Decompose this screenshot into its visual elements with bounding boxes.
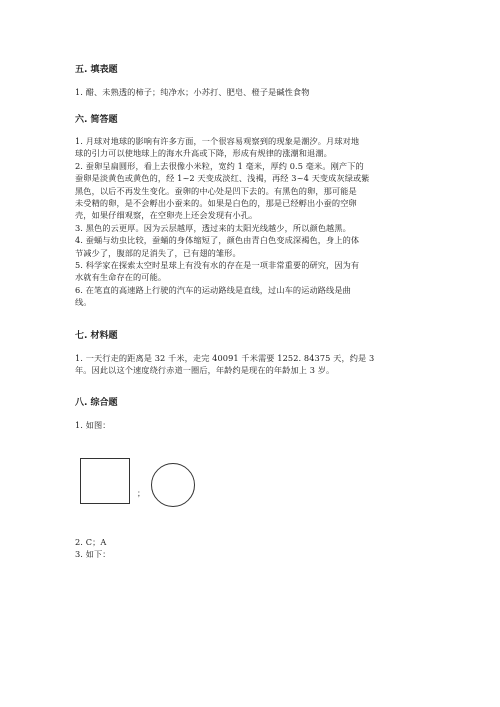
answer-line: 线。 — [75, 297, 92, 308]
section-7-title: 七. 材料题 — [75, 331, 118, 341]
section-8-q1: 1. 如图： — [75, 420, 111, 430]
section-6-title: 六. 简答题 — [75, 115, 118, 125]
section-8-q2-q3 — [75, 536, 425, 561]
answer-line: 5. 科学家在探索太空时星球上有没有水的存在是一项非常重要的研究，因为有 — [75, 260, 360, 271]
section-5-body — [75, 86, 425, 98]
answer-line: 3. 如下： — [75, 549, 111, 560]
section-5-title: 五. 填表题 — [75, 65, 118, 75]
answer-line: 2. 蚕卵呈扁圆形，看上去很像小米粒，宽约 1 毫米，厚约 0.5 毫米。刚产下的 — [75, 160, 364, 171]
section-6-body — [75, 135, 425, 309]
circle-figure — [151, 463, 195, 507]
answer-line: 2. C；A — [75, 537, 107, 547]
answer-line: 6. 在笔直的高速路上行驶的汽车的运动路线是直线，过山车的运动路线是曲 — [75, 284, 351, 295]
answer-line: 年。因此以这个速度绕行赤道一圈后，年龄约是现在的年龄加上 3 岁。 — [75, 365, 335, 376]
answer-line: 1. 月球对地球的影响有许多方面，一个很容易观察到的现象是潮汐。月球对地 — [75, 136, 360, 146]
answer-line: 黑色，以后不再发生变化。蚕卵的中心处是凹下去的。有黑色的卵，那可能是 — [75, 185, 357, 196]
answer-line: 1. 一天行走的距离是 32 千米，走完 40091 千米需要 1252. 84375 天，约是 3 — [75, 353, 375, 363]
answer-line: 球的引力可以使地球上的海水升高或下降，形成有规律的涨潮和退潮。 — [75, 148, 332, 159]
answer-line: 3. 黑色的云更厚。因为云层越厚，透过来的太阳光线越少，所以颜色越黑。 — [75, 222, 351, 233]
answer-line: 未受精的卵，是不会孵出小蚕来的。如果是白色的，那是已经孵出小蚕的空卵 — [75, 198, 357, 209]
square-figure — [80, 458, 130, 504]
figure-separator: ； — [137, 489, 145, 498]
answer-line: 节减少了，腹部的足消失了，已有翅的雏形。 — [75, 247, 241, 258]
answer-line: 壳，如果仔细观察，在空卵壳上还会发现有小孔。 — [75, 210, 258, 221]
section-7-body — [75, 352, 425, 377]
answer-line: 蚕卵是淡黄色或黄色的，经 1~2 天变成淡红、浅褐，再经 3~4 天变成灰绿或紫 — [75, 173, 370, 184]
answer-line: 1. 醋、未熟透的柿子；纯净水；小苏打、肥皂、橙子是碱性食物 — [75, 87, 310, 97]
answer-line: 水就有生命存在的可能。 — [75, 272, 167, 283]
section-8-title: 八. 综合题 — [75, 398, 118, 408]
answer-line: 4. 蚕蛹与幼虫比较，蚕蛹的身体缩短了，颜色由青白色变成深褐色，身上的体 — [75, 235, 360, 246]
